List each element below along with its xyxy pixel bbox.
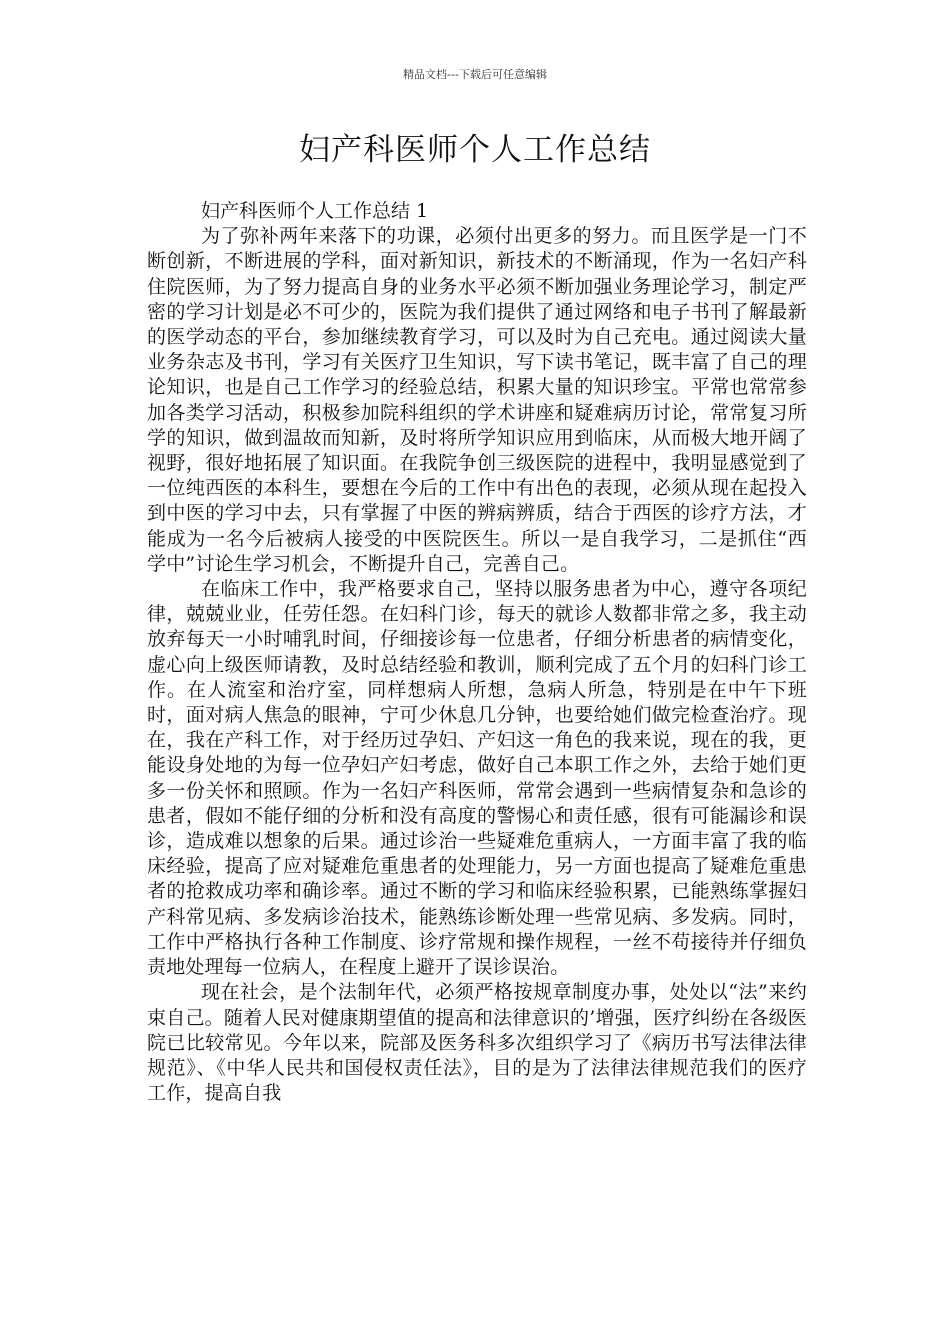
- paragraph-law: 现在社会，是个法制年代，必须严格按规章制度办事，处处以“法”来约束自己。随着人民对健康期望值的提高和法律意识的’增强，医疗纠纷在各级医院已比较常见。今年以来，院部及医务科多次组织学习了《病历书写法律法律规范》、《中华人民共和国侵权责任法》，目的是为了法律法律规范我们的医疗工作，提高自我: [147, 981, 807, 1105]
- document-body: [147, 199, 807, 1106]
- section-subtitle: 妇产科医师个人工作总结 1: [201, 200, 429, 222]
- paragraph-study: 为了弥补两年来落下的功课，必须付出更多的努力。而且医学是一门不断创新，不断进展的学科，面对新知识，新技术的不断涌现，作为一名妇产科住院医师，为了努力提高自身的业务水平必须不断加强业务理论学习，制定严密的学习计划是必不可少的，医院为我们提供了通过网络和电子书刊了解最新的医学动态的平台，参加继续教育学习，可以及时为自己充电。通过阅读大量业务杂志及书刊，学习有关医疗卫生知识，写下读书笔记，既丰富了自己的理论知识，也是自己工作学习的经验总结，积累大量的知识珍宝。平常也常常参加各类学习活动，积极参加院科组织的学术讲座和疑难病历讨论，常常复习所学的知识，做到温故而知新，及时将所学知识应用到临床，从而极大地开阔了视野，很好地拓展了知识面。在我院争创三级医院的进程中，我明显感觉到了一位纯西医的本科生，要想在今后的工作中有出色的表现，必须从现在起投入到中医的学习中去，只有掌握了中医的辨病辨质，结合于西医的诊疗方法，才能成为一名今后被病人接受的中医院医生。所以一是自我学习，二是抓住“西学中”讨论生学习机会，不断提升自己，完善自己。: [147, 225, 807, 575]
- paragraph-clinical: 在临床工作中，我严格要求自己，坚持以服务患者为中心，遵守各项纪律，兢兢业业，任劳任怨。在妇科门诊，每天的就诊人数都非常之多，我主动放弃每天一小时哺乳时间，仔细接诊每一位患者，仔细分析患者的病情变化，虚心向上级医师请教，及时总结经验和教训，顺利完成了五个月的妇科门诊工作。在人流室和治疗室，同样想病人所想，急病人所急，特别是在中午下班时，面对病人焦急的眼神，宁可少休息几分钟，也要给她们做完检查治疗。现在，我在产科工作，对于经历过孕妇、产妇这一角色的我来说，现在的我，更能设身处地的为每一位孕妇产妇考虑，做好自己本职工作之外，去给于她们更多一份关怀和照顾。作为一名妇产科医师，常常会遇到一些病情复杂和急诊的患者，假如不能仔细的分析和没有高度的警惕心和责任感，很有可能漏诊和误诊，造成难以想象的后果。通过诊治一些疑难危重病人，一方面丰富了我的临床经验，提高了应对疑难危重患者的处理能力，另一方面也提高了疑难危重患者的抢救成功率和确诊率。通过不断的学习和临床经验积累，已能熟练掌握妇产科常见病、多发病诊治技术，能熟练诊断处理一些常见病、多发病。同时，工作中严格执行各种工作制度、诊疗常规和操作规程，一丝不苟接待并仔细负责地处理每一位病人，在程度上避开了误诊误治。: [147, 578, 807, 979]
- document-title: 妇产科医师个人工作总结: [299, 132, 651, 168]
- page-header-note: 精品文档---下载后可任意编辑: [403, 68, 547, 81]
